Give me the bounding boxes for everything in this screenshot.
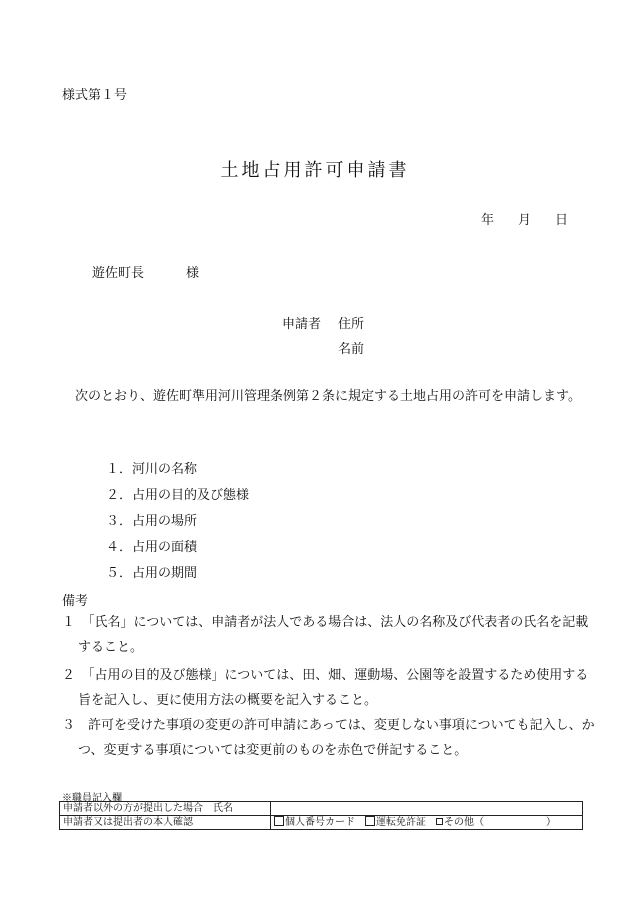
applicant-label: 申請者	[282, 317, 322, 332]
identity-check-label: 申請者又は提出者の本人確認	[60, 816, 271, 830]
list-item: ４．占用の面積	[106, 540, 198, 555]
note-item: ２ 「占用の目的及び態様」については、田、畑、運動場、公園等を設置するため使用する旨を記入し、更に使用方法の概要を記入すること。	[62, 668, 589, 708]
applicant-address-label: 住所	[338, 317, 365, 332]
list-item: ３．占用の場所	[106, 514, 198, 529]
application-statement: 次のとおり、遊佐町準用河川管理条例第２条に規定する土地占用の許可を申請します。	[75, 389, 581, 404]
note-item: １ 「氏名」については、申請者が法人である場合は、法人の名称及び代表者の氏名を記載すること。	[62, 615, 589, 655]
list-item: ５．占用の期間	[106, 566, 198, 581]
addressee-honorific: 様	[186, 266, 200, 281]
notes-heading: 備考	[62, 594, 89, 609]
staff-section-heading: ※職員記入欄	[62, 793, 122, 804]
table-row	[60, 802, 583, 816]
staff-entry-table	[59, 801, 583, 830]
option-drivers-license: 運転免許証	[376, 817, 426, 828]
item-list	[106, 460, 249, 590]
date-month: 月	[517, 213, 531, 228]
option-my-number-card: 個人番号カード	[285, 817, 355, 828]
checkbox-icon[interactable]	[436, 818, 443, 825]
addressee-name: 遊佐町長	[92, 266, 145, 281]
list-item: ２．占用の目的及び態様	[106, 488, 250, 503]
date-line	[481, 209, 568, 228]
note-item: ３ 許可を受けた事項の変更の許可申請にあっては、変更しない事項についても記入し、かつ、変更する事項については変更前のものを赤色で併記すること。	[62, 718, 595, 758]
submitter-name-field[interactable]	[271, 802, 583, 816]
applicant-name-label: 名前	[338, 342, 365, 357]
list-item: １．河川の名称	[106, 462, 198, 477]
form-number: 様式第１号	[62, 88, 128, 103]
submitter-name-label: 申請者以外の方が提出した場合 氏名	[60, 802, 271, 816]
table-row	[60, 816, 583, 830]
date-year: 年	[480, 213, 494, 228]
checkbox-icon[interactable]	[365, 816, 375, 826]
identity-check-options	[271, 816, 583, 830]
document-title: 土地占用許可申請書	[220, 160, 410, 181]
addressee	[92, 262, 199, 281]
checkbox-icon[interactable]	[274, 816, 284, 826]
date-day: 日	[554, 213, 568, 228]
option-other-close: ）	[546, 817, 556, 828]
option-other: その他（	[444, 817, 484, 828]
